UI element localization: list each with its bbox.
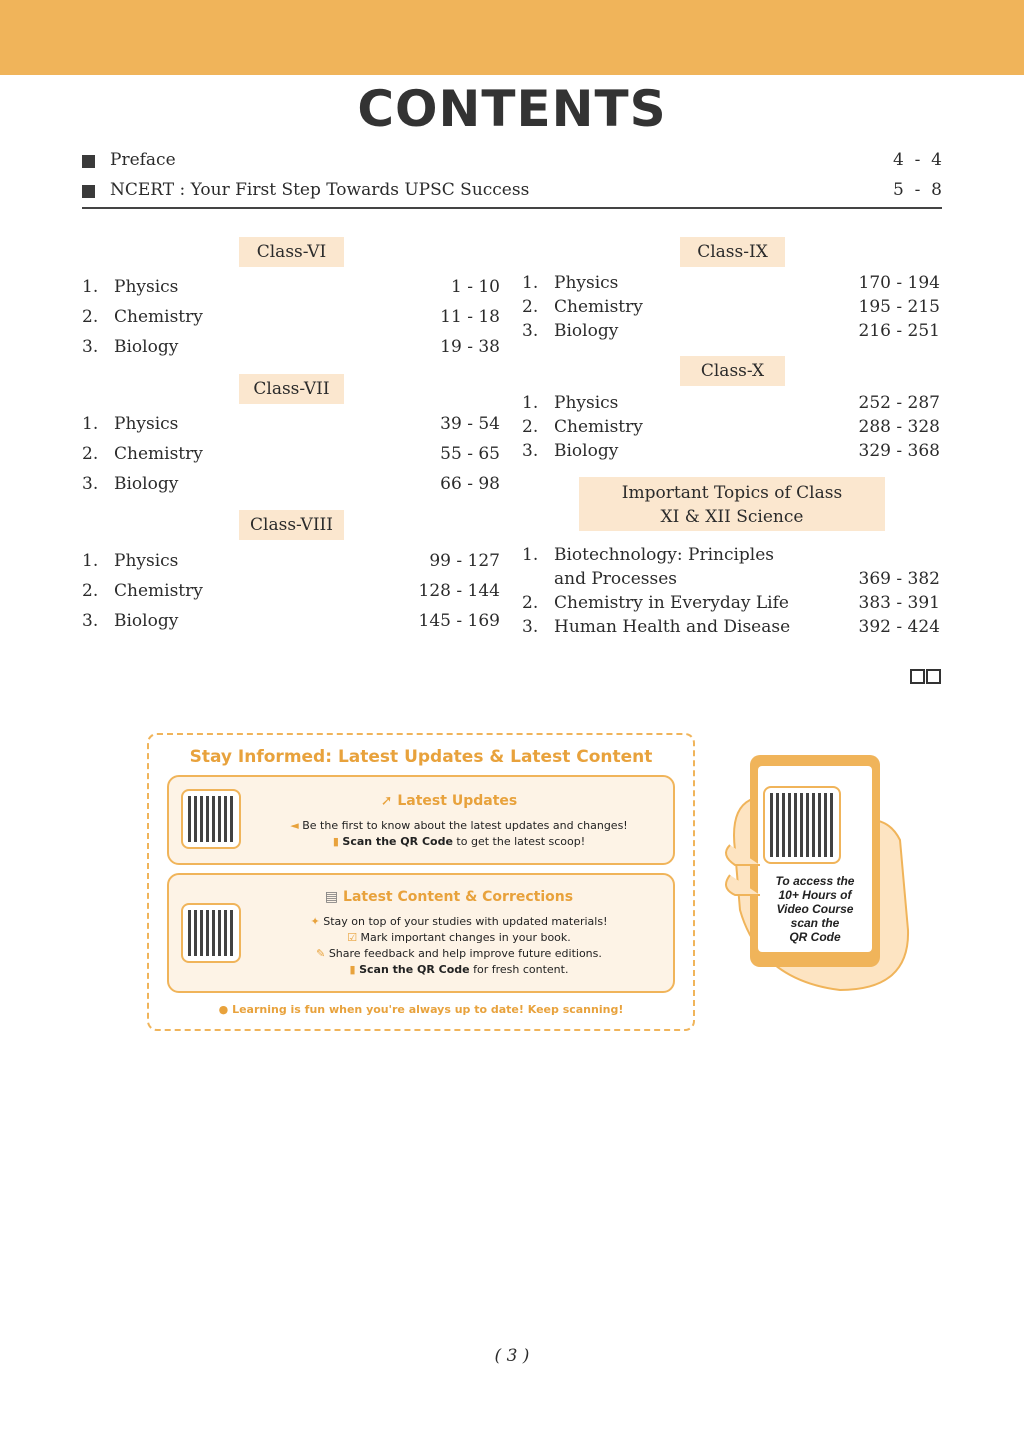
- toc-row-ncert[interactable]: [82, 180, 942, 206]
- item-number: 1.: [522, 545, 539, 565]
- toc-item[interactable]: [82, 581, 500, 607]
- item-pages: 99 - 127: [429, 551, 500, 571]
- card-line: [249, 835, 669, 848]
- lightbulb-icon: ●: [218, 1003, 233, 1016]
- item-number: 1.: [82, 277, 99, 297]
- line-text: to get the latest scoop!: [452, 835, 586, 848]
- item-subject: Biology: [554, 321, 619, 341]
- toc-item[interactable]: [522, 617, 940, 643]
- item-pages: 195 - 215: [858, 297, 940, 317]
- heading-line-1: Important Topics of Class: [621, 483, 843, 503]
- card-line: [249, 931, 669, 944]
- item-number: 3.: [82, 474, 99, 494]
- panel-title: Stay Informed: Latest Updates & Latest Content: [189, 747, 653, 767]
- card-heading: [249, 793, 649, 809]
- line-text: for fresh content.: [469, 963, 569, 976]
- qr-code-content[interactable]: [181, 903, 241, 963]
- item-pages: 128 - 144: [418, 581, 500, 601]
- section-heading-class-x: Class-X: [680, 356, 785, 386]
- item-subject: Chemistry: [114, 581, 203, 601]
- item-number: 3.: [522, 321, 539, 341]
- line-text: Stay on top of your studies with updated materials!: [323, 915, 608, 928]
- bullet-square-icon: [82, 185, 95, 198]
- section-heading-class-viii: Class-VIII: [239, 510, 344, 540]
- item-subject: Biology: [114, 474, 179, 494]
- page-title: CONTENTS: [357, 80, 667, 138]
- item-subject: Human Health and Disease: [554, 617, 791, 637]
- item-number: 3.: [82, 611, 99, 631]
- item-pages: 392 - 424: [858, 617, 940, 637]
- checkbox-icon: ☑: [347, 931, 361, 944]
- toc-item[interactable]: [82, 474, 500, 500]
- divider: [82, 207, 942, 209]
- memo-icon: ✎: [316, 947, 329, 960]
- item-subject-continued: and Processes: [554, 569, 677, 589]
- item-pages: 39 - 54: [440, 414, 500, 434]
- item-subject: Physics: [554, 273, 619, 293]
- toc-item[interactable]: [522, 321, 940, 347]
- updates-panel: [147, 733, 695, 1031]
- item-number: 2.: [522, 417, 539, 437]
- item-number: 1.: [82, 414, 99, 434]
- section-heading-important-topics: [579, 477, 885, 531]
- toc-item[interactable]: [82, 444, 500, 470]
- item-number: 1.: [522, 273, 539, 293]
- line-text: Mark important changes in your book.: [360, 931, 571, 944]
- item-pages: 383 - 391: [858, 593, 940, 613]
- caption-line: 10+ Hours of: [778, 888, 852, 902]
- item-pages: 11 - 18: [440, 307, 500, 327]
- item-number: 2.: [522, 297, 539, 317]
- section-heading-class-vi: Class-VI: [239, 237, 344, 267]
- item-pages: 66 - 98: [440, 474, 500, 494]
- toc-label: Preface: [110, 150, 176, 170]
- item-subject: Biology: [114, 611, 179, 631]
- caption-line: Video Course: [776, 902, 854, 916]
- item-pages: 369 - 382: [858, 569, 940, 589]
- item-subject: Chemistry: [114, 444, 203, 464]
- toc-item[interactable]: [522, 441, 940, 467]
- caption-line: QR Code: [789, 930, 841, 944]
- item-number: 2.: [82, 307, 99, 327]
- item-pages: 1 - 10: [451, 277, 500, 297]
- card-line: [249, 963, 669, 976]
- toc-item[interactable]: [522, 417, 940, 443]
- item-number: 3.: [522, 617, 539, 637]
- item-subject: Physics: [114, 414, 179, 434]
- toc-item[interactable]: [82, 414, 500, 440]
- qr-code-video[interactable]: [763, 786, 841, 864]
- card-line: [249, 915, 669, 928]
- toc-item[interactable]: [82, 337, 500, 363]
- item-subject: Chemistry: [554, 297, 643, 317]
- item-subject: Physics: [114, 277, 179, 297]
- item-number: 1.: [82, 551, 99, 571]
- phone-in-hand-graphic: [720, 750, 920, 1000]
- card-line: [249, 819, 669, 832]
- phone-icon: ▮: [349, 963, 360, 976]
- toc-item[interactable]: [82, 277, 500, 303]
- card-heading: [249, 889, 649, 905]
- item-pages: 55 - 65: [440, 444, 500, 464]
- end-of-contents-mark: [910, 669, 942, 688]
- toc-item[interactable]: [82, 307, 500, 333]
- item-subject: Biology: [554, 441, 619, 461]
- toc-item[interactable]: [522, 297, 940, 323]
- toc-range: 5 - 8: [893, 180, 942, 200]
- panel-footer: [149, 1003, 693, 1016]
- toc-row-preface[interactable]: [82, 150, 942, 176]
- item-number: 2.: [82, 581, 99, 601]
- item-number: 3.: [82, 337, 99, 357]
- rocket-icon: ➚: [380, 793, 398, 809]
- toc-item[interactable]: [522, 273, 940, 299]
- qr-code-updates[interactable]: [181, 789, 241, 849]
- toc-item[interactable]: [522, 393, 940, 419]
- heading-text: Latest Content & Corrections: [343, 889, 574, 905]
- item-subject: Chemistry: [114, 307, 203, 327]
- top-banner: [0, 0, 1024, 75]
- item-pages: 145 - 169: [418, 611, 500, 631]
- latest-content-card: [167, 873, 675, 993]
- card-line: [249, 947, 669, 960]
- line-bold: Scan the QR Code: [342, 835, 453, 848]
- footer-text: Learning is fun when you're always up to date! Keep scanning!: [232, 1003, 624, 1016]
- megaphone-icon: ◄: [290, 819, 303, 832]
- item-pages: 288 - 328: [858, 417, 940, 437]
- item-number: 1.: [522, 393, 539, 413]
- item-number: 2.: [522, 593, 539, 613]
- item-number: 2.: [82, 444, 99, 464]
- toc-item[interactable]: [522, 545, 940, 595]
- books-icon: ▤: [324, 889, 344, 905]
- item-subject: Biotechnology: Principles: [554, 545, 775, 565]
- heading-line-2: XI & XII Science: [660, 507, 804, 527]
- page-number: ( 3 ): [494, 1346, 530, 1366]
- phone-caption: [758, 874, 872, 944]
- heading-text: Latest Updates: [397, 793, 518, 809]
- caption-line: scan the: [790, 916, 840, 930]
- latest-updates-card: [167, 775, 675, 865]
- phone-icon: ▮: [332, 835, 343, 848]
- item-pages: 170 - 194: [858, 273, 940, 293]
- line-text: Be the first to know about the latest updates and changes!: [302, 819, 628, 832]
- item-pages: 329 - 368: [858, 441, 940, 461]
- bullet-square-icon: [82, 155, 95, 168]
- toc-label: NCERT : Your First Step Towards UPSC Success: [110, 180, 530, 200]
- section-heading-class-ix: Class-IX: [680, 237, 785, 267]
- item-subject: Biology: [114, 337, 179, 357]
- item-pages: 19 - 38: [440, 337, 500, 357]
- toc-item[interactable]: [522, 593, 940, 619]
- toc-item[interactable]: [82, 551, 500, 577]
- section-heading-class-vii: Class-VII: [239, 374, 344, 404]
- toc-item[interactable]: [82, 611, 500, 637]
- caption-line: To access the: [775, 874, 855, 888]
- sparkle-icon: ✦: [310, 915, 324, 928]
- item-pages: 252 - 287: [858, 393, 940, 413]
- item-subject: Physics: [114, 551, 179, 571]
- line-text: Share feedback and help improve future editions.: [328, 947, 602, 960]
- item-subject: Chemistry: [554, 417, 643, 437]
- item-subject: Chemistry in Everyday Life: [554, 593, 789, 613]
- item-pages: 216 - 251: [858, 321, 940, 341]
- line-bold: Scan the QR Code: [359, 963, 470, 976]
- item-subject: Physics: [554, 393, 619, 413]
- item-number: 3.: [522, 441, 539, 461]
- toc-range: 4 - 4: [893, 150, 942, 170]
